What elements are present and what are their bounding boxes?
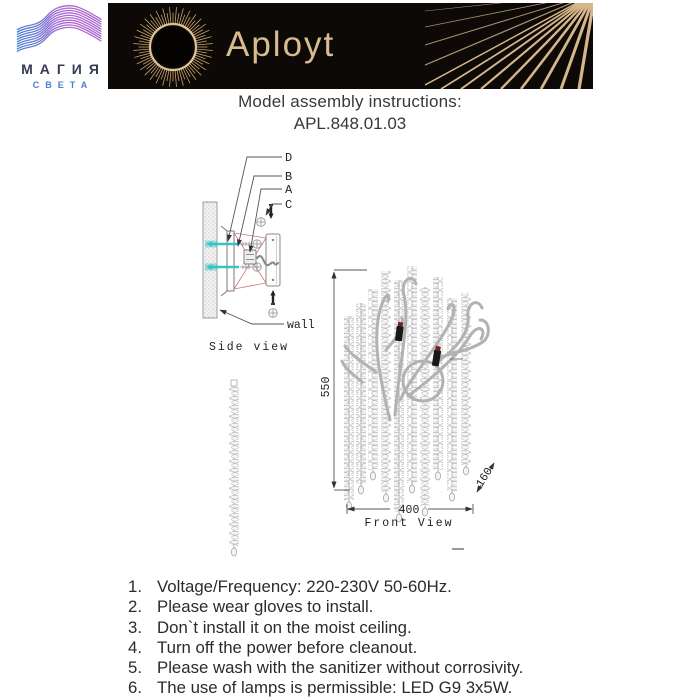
page-title: Model assembly instructions: <box>238 92 462 111</box>
store-name: МАГИЯ <box>21 61 106 77</box>
instruction-list <box>128 577 673 699</box>
list-item <box>128 658 673 678</box>
part-label-c: C <box>285 198 293 212</box>
item-text: Voltage/Frequency: 220-230V 50-60Hz. <box>157 577 452 596</box>
store-logo <box>8 4 112 90</box>
item-text: Please wear gloves to install. <box>157 597 374 617</box>
brand-banner <box>108 3 593 89</box>
bottom-screw-icon <box>269 290 278 317</box>
item-text: Don`t install it on the moist ceiling. <box>157 617 412 637</box>
dim-height-value: 550 <box>320 376 333 398</box>
title-block <box>0 92 700 134</box>
crystal-strands <box>229 266 471 556</box>
item-text: The use of lamps is permissible: LED G9 3x5W. <box>157 678 513 698</box>
front-view-drawing <box>229 266 496 556</box>
terminal-block <box>244 250 256 264</box>
item-number: 5. <box>128 658 142 678</box>
item-text: Turn off the power before cleanout. <box>157 637 418 657</box>
item-number: 2. <box>128 597 142 617</box>
wave-lines-icon <box>8 4 112 54</box>
dim-width-value: 400 <box>398 504 420 517</box>
assembly-diagram <box>120 140 520 570</box>
item-number: 1. <box>128 577 142 596</box>
list-item <box>128 597 673 617</box>
side-view-label: Side view <box>208 341 290 354</box>
item-number: 4. <box>128 637 142 657</box>
wall-section <box>203 202 217 318</box>
radial-rays-icon <box>425 3 593 89</box>
model-number: APL.848.01.03 <box>293 114 407 133</box>
dim-depth-value: 160 <box>473 465 496 490</box>
item-number: 3. <box>128 617 142 637</box>
item-number: 6. <box>128 678 142 698</box>
store-subname: СВЕТА <box>32 80 94 90</box>
item-text: Please wash with the sanitizer without corrosivity. <box>157 658 524 678</box>
screw-c-icon <box>257 205 274 226</box>
side-view-drawing <box>203 151 315 386</box>
list-item <box>128 638 673 658</box>
brand-name: Aployt <box>226 25 336 64</box>
strand-cap <box>231 380 237 386</box>
list-item <box>128 618 673 638</box>
list-item <box>128 678 673 698</box>
eclipse-sunburst-icon <box>128 4 218 89</box>
part-label-b: B <box>285 170 293 184</box>
part-label-d: D <box>285 151 293 165</box>
part-label-a: A <box>285 183 293 197</box>
list-item <box>128 577 673 597</box>
front-view-label: Front View <box>364 517 454 530</box>
wall-label: wall <box>287 319 315 332</box>
